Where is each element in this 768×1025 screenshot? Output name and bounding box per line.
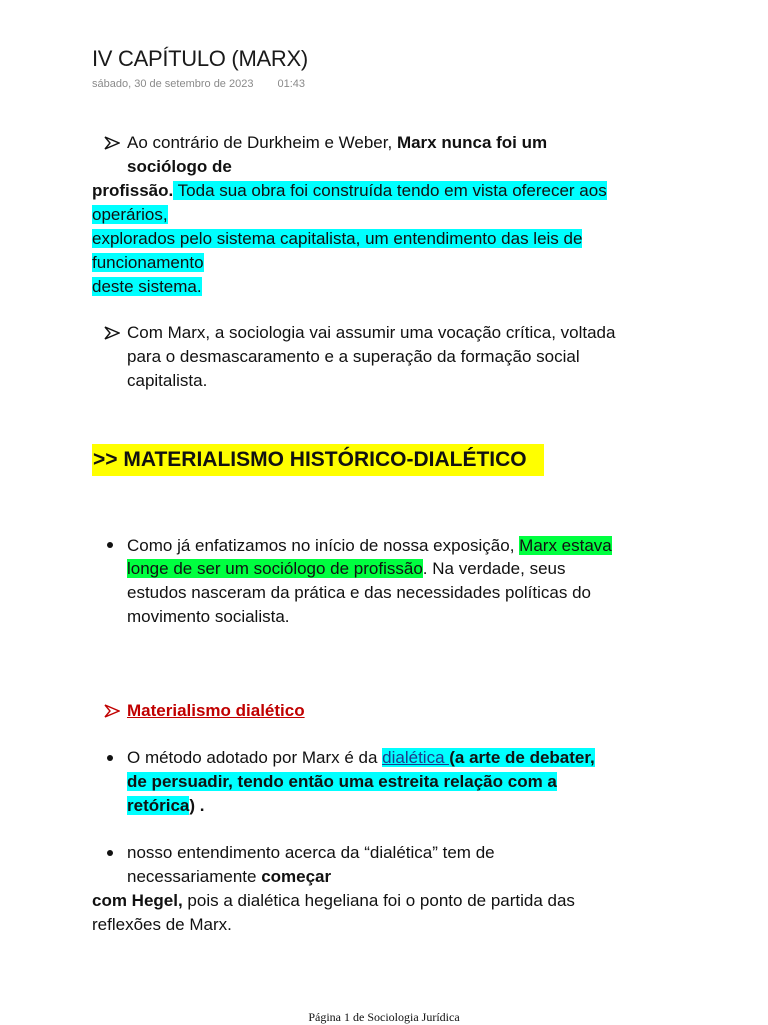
- highlighted-run: funcionamento: [92, 253, 204, 272]
- highlighted-run: Marx estava: [519, 536, 612, 555]
- block5-line3: [92, 889, 575, 913]
- highlighted-run: Toda sua obra foi construída tendo em vista oferecer aos: [173, 181, 607, 200]
- block4-line2: [127, 770, 557, 794]
- bold-run: ) .: [189, 796, 205, 815]
- block2-line1: Com Marx, a sociologia vai assumir uma vocação crítica, voltada: [127, 323, 616, 342]
- block1-line7: [92, 275, 202, 299]
- highlighted-run: longe de ser um sociólogo de profissão: [127, 559, 423, 578]
- text-run: O método adotado por Marx é da: [127, 748, 383, 767]
- highlighted-run: operários,: [92, 205, 168, 224]
- block2-line3: capitalista.: [127, 371, 208, 390]
- bold-run: sociólogo de: [127, 157, 232, 176]
- text-run: pois a dialética hegeliana foi o ponto de partida das: [182, 891, 575, 910]
- block4-line3: [127, 794, 204, 818]
- bold-run: começar: [261, 867, 332, 886]
- subheading-materialismo-dialetico: Materialismo dialético: [127, 701, 305, 720]
- page-date-time: [92, 78, 305, 90]
- block4-line1: [127, 746, 595, 770]
- bold-run: Marx nunca foi um: [396, 133, 548, 152]
- bold-run: profissão.: [92, 181, 174, 200]
- highlighted-run: explorados pelo sistema capitalista, um entendimento das leis de: [92, 229, 583, 248]
- dialetica-link[interactable]: dialética: [382, 748, 450, 767]
- page-time: 01:43: [277, 78, 305, 90]
- text-run: necessariamente: [127, 867, 262, 886]
- arrow-bullet-icon: [104, 326, 120, 340]
- block5-line2: [127, 865, 331, 889]
- block1-line5: [92, 227, 582, 251]
- block1-line3: [92, 179, 607, 203]
- bold-highlighted-run: (a arte de debater,: [449, 748, 595, 767]
- bold-run: com Hegel,: [92, 891, 183, 910]
- page-date: sábado, 30 de setembro de 2023: [92, 78, 254, 90]
- block1-line6: [92, 251, 204, 275]
- arrow-bullet-icon: [104, 136, 120, 150]
- block1-line1: [127, 131, 547, 155]
- text-run: . Na verdade, seus: [422, 559, 566, 578]
- bold-highlighted-run: de persuadir, tendo então uma estreita relação com a: [127, 772, 557, 791]
- dot-bullet-icon: [107, 850, 113, 856]
- block1-line2: [127, 155, 232, 179]
- bold-highlighted-run: retórica: [127, 796, 190, 815]
- block1-line4: [92, 203, 168, 227]
- text-run: Ao contrário de Durkheim e Weber,: [127, 133, 397, 152]
- highlighted-run: deste sistema.: [92, 277, 202, 296]
- block5-line1: nosso entendimento acerca da “dialética” tem de: [127, 843, 495, 862]
- arrow-bullet-icon: [104, 704, 120, 718]
- block3-line1: [127, 534, 612, 558]
- block5-line4: reflexões de Marx.: [92, 915, 232, 934]
- dot-bullet-icon: [107, 755, 113, 761]
- block3-line3: estudos nasceram da prática e das necessidades políticas do: [127, 583, 591, 602]
- block3-line2: [127, 557, 566, 581]
- page-title: IV CAPÍTULO (MARX): [92, 46, 308, 71]
- block2-line2: para o desmascaramento e a superação da formação social: [127, 347, 580, 366]
- page-footer: Página 1 de Sociologia Jurídica: [308, 1010, 460, 1024]
- block3-line4: movimento socialista.: [127, 607, 290, 626]
- text-run: Como já enfatizamos no início de nossa exposição,: [127, 536, 520, 555]
- section-heading: >> MATERIALISMO HISTÓRICO-DIALÉTICO: [92, 444, 544, 476]
- dot-bullet-icon: [107, 542, 113, 548]
